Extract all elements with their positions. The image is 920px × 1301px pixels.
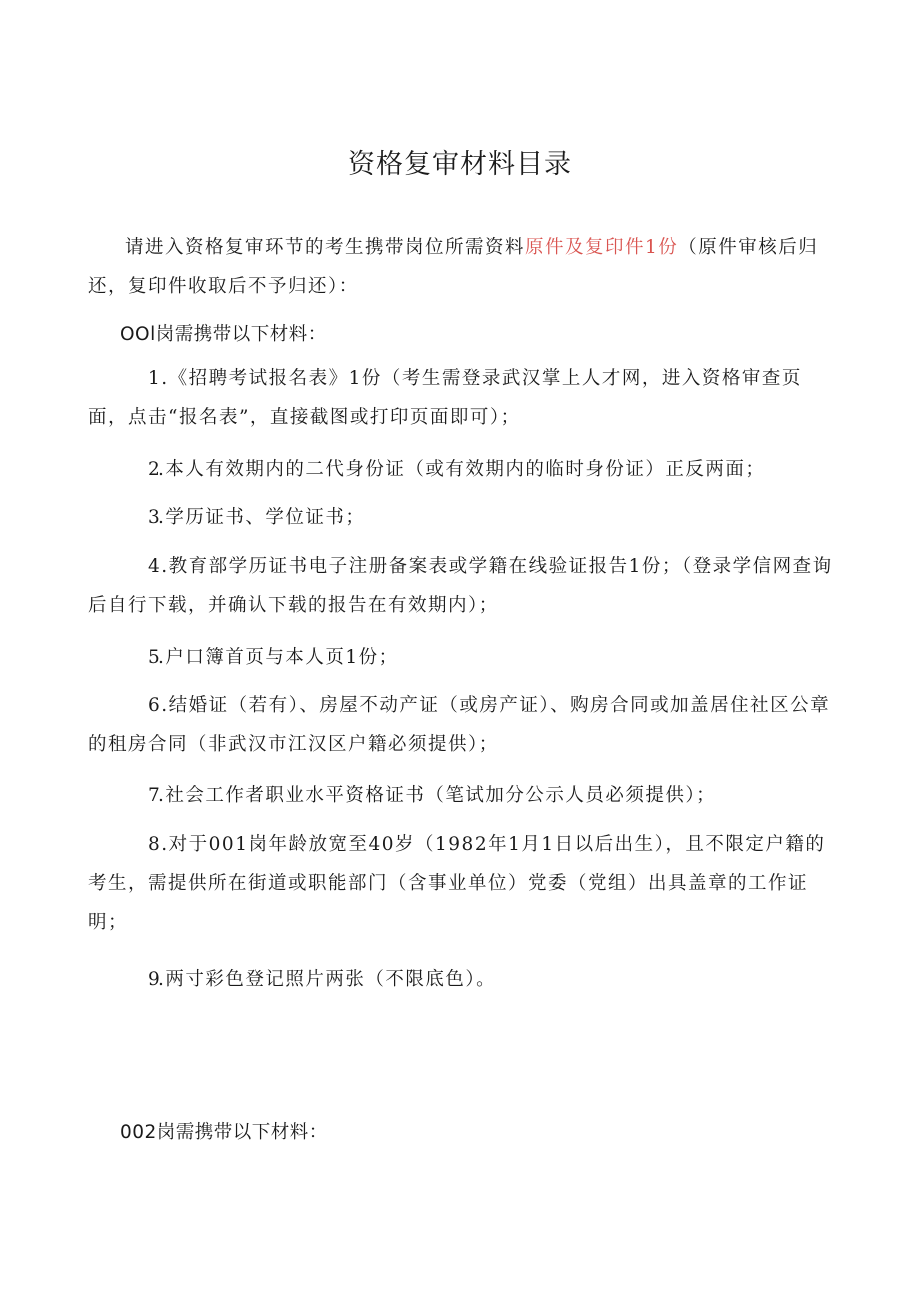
item-text: .社会工作者职业水平资格证书（笔试加分公示人员必须提供）； [158,785,717,806]
item-number: 6 [148,695,162,716]
item-number: 9 [148,969,162,990]
intro-highlight: 原件及复印件1份 [525,237,679,258]
item-number: 1 [148,368,162,389]
item-number: 5 [148,647,162,668]
item-text: .户口簿首页与本人页1份； [158,647,399,668]
item-text: .学历证书、学位证书； [158,507,366,528]
item-number: 7 [148,785,162,806]
list-item [88,547,833,625]
list-item [88,450,833,489]
list-item [88,638,833,677]
item-number: 4 [148,556,162,577]
list-item [88,776,833,815]
section-001-heading: OOl岗需携带以下材料： [120,324,327,345]
list-item [88,686,833,764]
item-text: .两寸彩色登记照片两张（不限底色）。 [158,969,497,990]
intro-text-before: 请进入资格复审环节的考生携带岗位所需资料 [125,237,526,258]
item-text: .教育部学历证书电子注册备案表或学籍在线验证报告1份；（登录学信网查询后自行下载，并确认下载的报告在有效期内）； [88,556,833,616]
page-title: 资格复审材料目录 [348,149,572,180]
item-text: .本人有效期内的二代身份证（或有效期内的临时身份证）正反两面； [158,459,766,480]
list-item [88,498,833,537]
item-number: 2 [148,459,162,480]
list-item [88,359,833,437]
intro-text-after: （原件审核后归还，复印件收取后不予归还）： [88,237,819,297]
item-text: .对于001岗年龄放宽至40岁（1982年1月1日以后出生），且不限定户籍的考生，需提供所在街道或职能部门（含事业单位）党委（党组）出具盖章的工作证明； [88,834,826,933]
item-text: .《招聘考试报名表》1份（考生需登录武汉掌上人才网，进入资格审查页面，点击“报名表”，直接截图或打印页面即可）； [88,368,802,428]
item-number: 8 [148,834,162,855]
item-text: .结婚证（若有）、房屋不动产证（或房产证）、购房合同或加盖居住社区公章的租房合同（非武汉市江汉区户籍必须提供）； [88,695,831,755]
list-item [88,825,833,942]
section-002-heading: 002岗需携带以下材料： [120,1122,328,1143]
item-number: 3 [148,507,162,528]
intro-paragraph [88,228,833,306]
list-item [88,960,833,999]
